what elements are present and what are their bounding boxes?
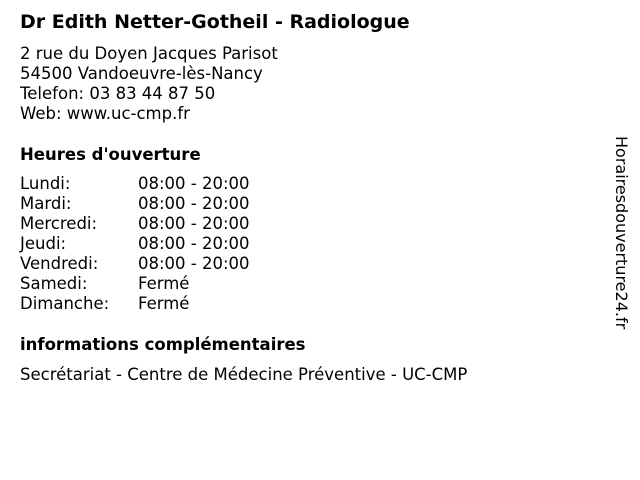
additional-info-text: Secrétariat - Centre de Médecine Préventive - UC-CMP (20, 365, 468, 384)
day-label: Samedi: (20, 274, 88, 293)
additional-info-heading: informations complémentaires (20, 335, 306, 354)
day-label: Vendredi: (20, 254, 99, 273)
site-watermark: Horairesdouverture24.fr (612, 136, 631, 330)
address-block (20, 44, 278, 124)
time-value: 08:00 - 20:00 (138, 174, 250, 193)
opening-hours-heading: Heures d'ouverture (20, 145, 201, 164)
time-value: 08:00 - 20:00 (138, 234, 250, 253)
phone-number: Telefon: 03 83 44 87 50 (20, 84, 216, 103)
day-label: Mardi: (20, 194, 72, 213)
time-value: 08:00 - 20:00 (138, 254, 250, 273)
page-title: Dr Edith Netter-Gotheil - Radiologue (20, 11, 410, 33)
street-address: 2 rue du Doyen Jacques Parisot (20, 44, 278, 63)
time-value: Fermé (138, 274, 190, 293)
day-label: Mercredi: (20, 214, 98, 233)
time-value: 08:00 - 20:00 (138, 214, 250, 233)
day-label: Dimanche: (20, 294, 110, 313)
website: Web: www.uc-cmp.fr (20, 104, 190, 123)
day-label: Jeudi: (20, 234, 67, 253)
time-value: 08:00 - 20:00 (138, 194, 250, 213)
city-address: 54500 Vandoeuvre-lès-Nancy (20, 64, 263, 83)
day-label: Lundi: (20, 174, 71, 193)
time-value: Fermé (138, 294, 190, 313)
